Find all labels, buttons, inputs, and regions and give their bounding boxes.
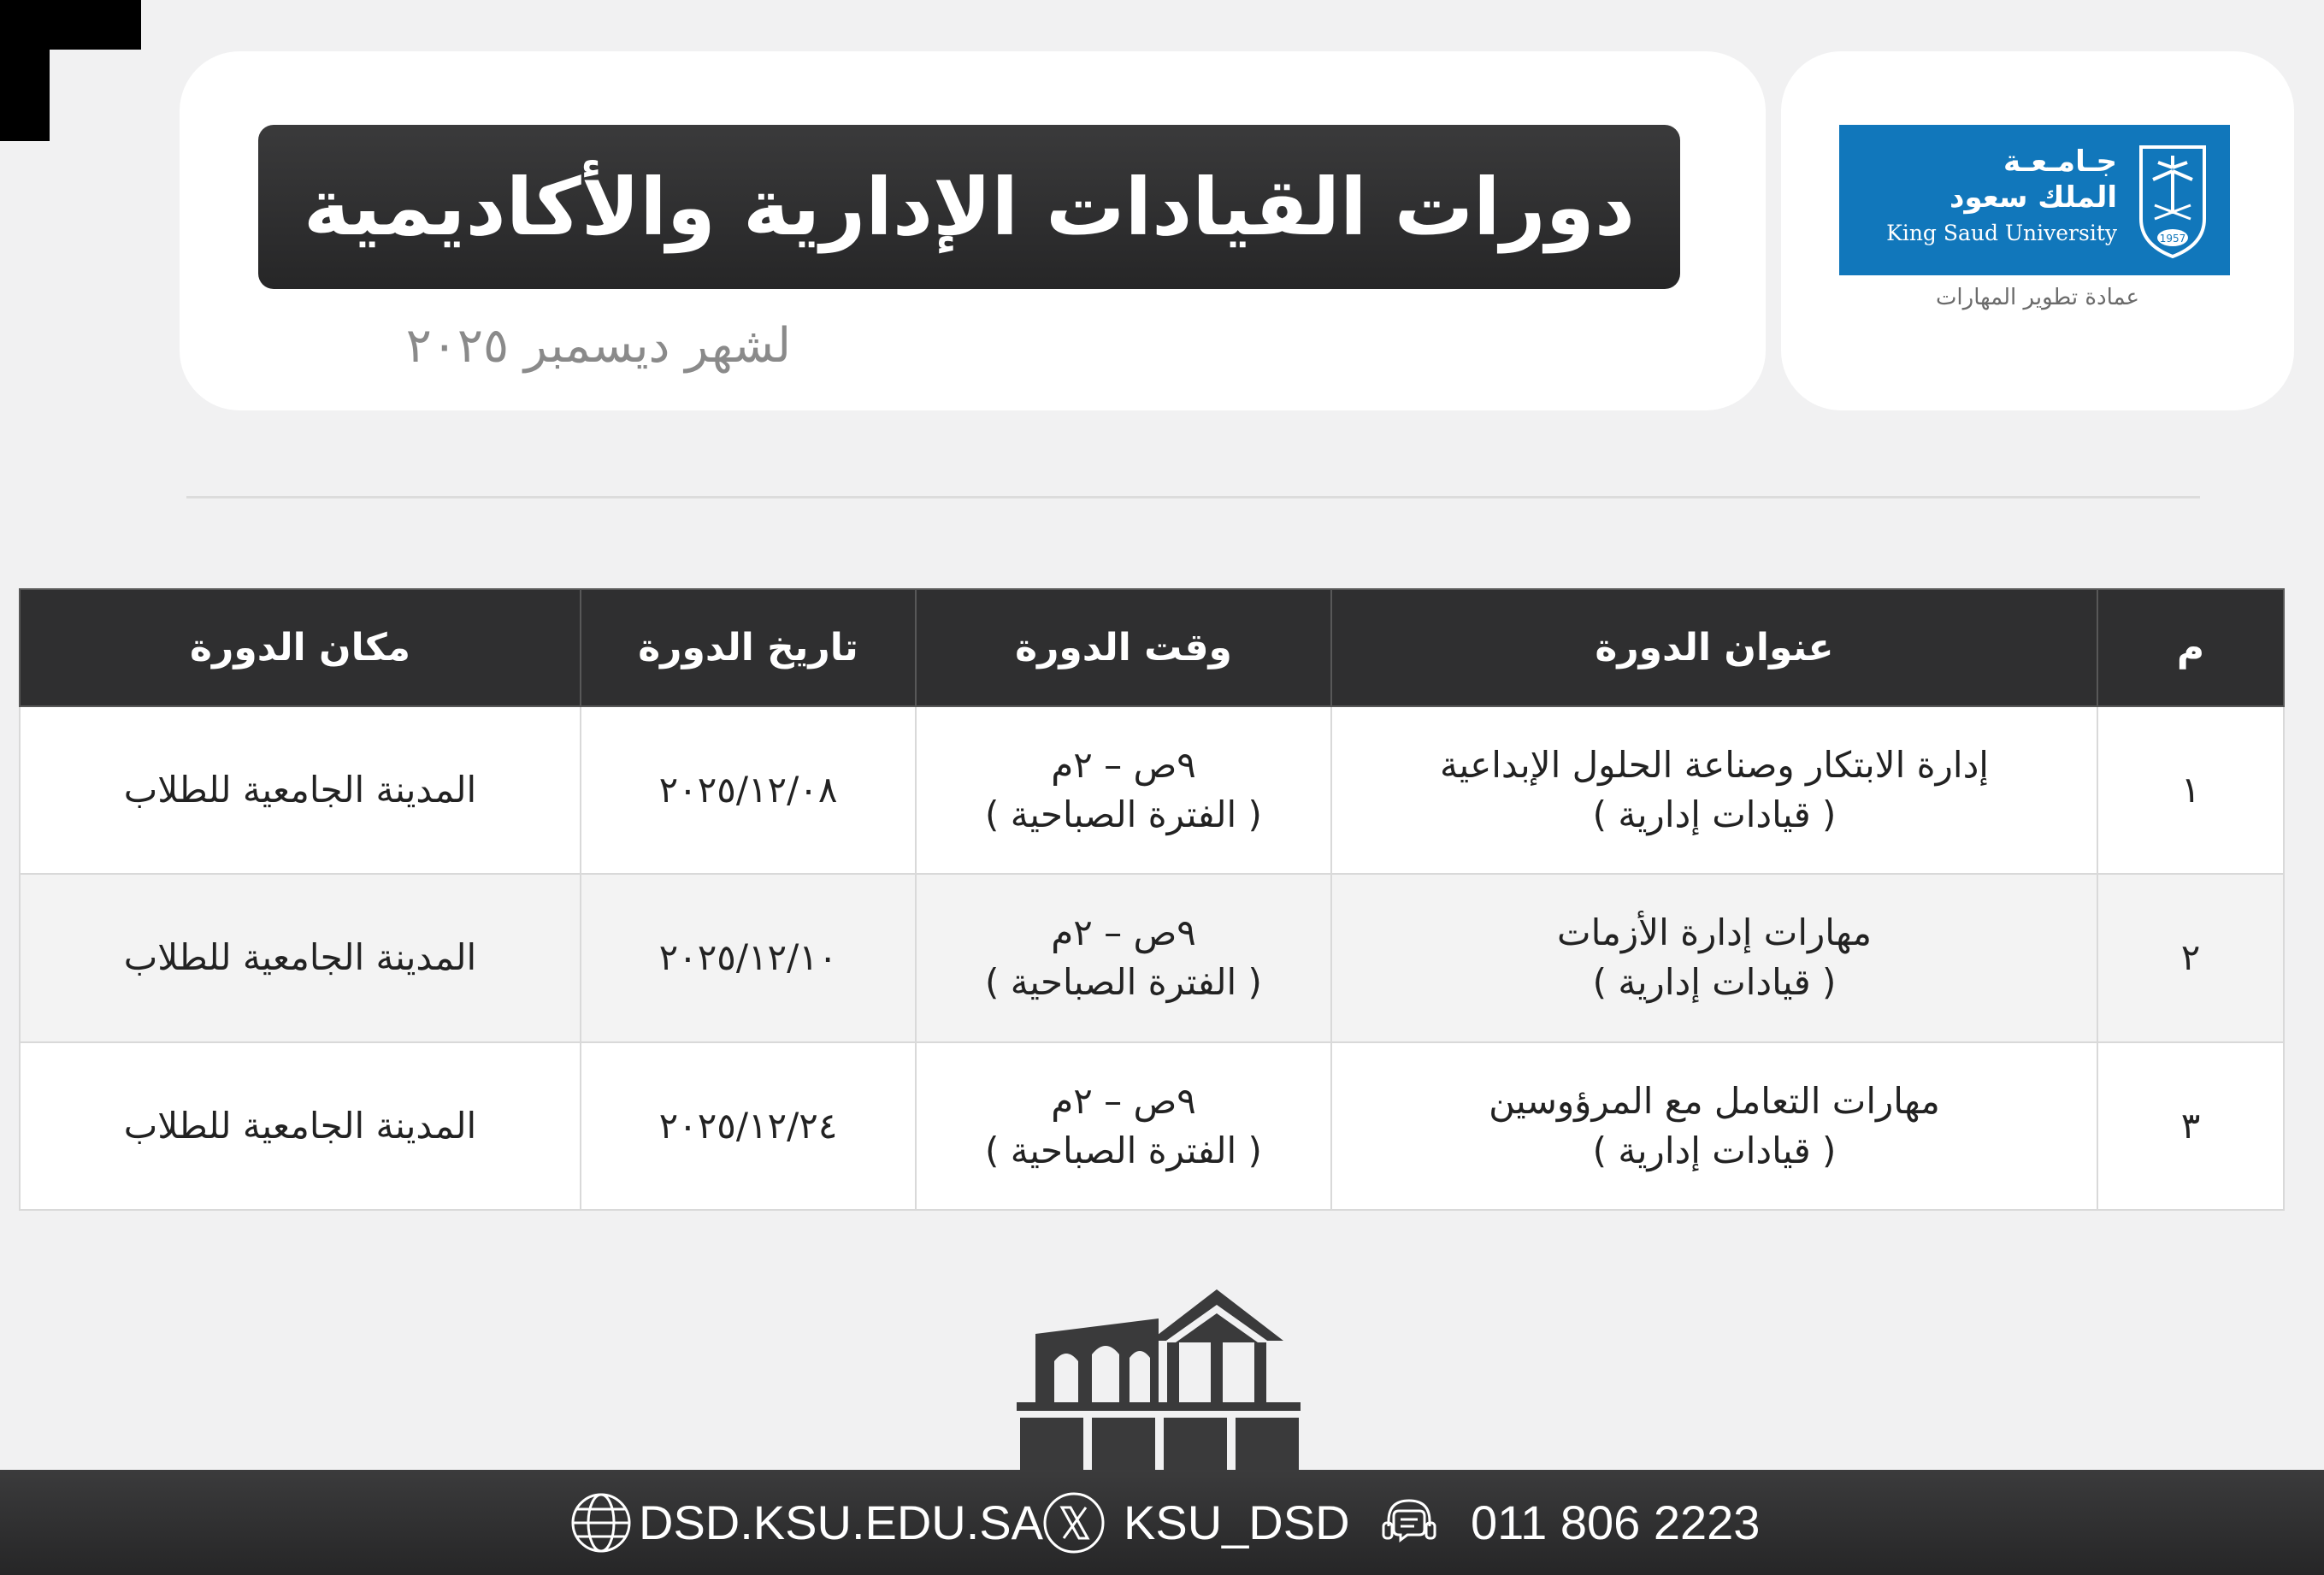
title-banner [258,125,1680,289]
course-place: المدينة الجامعية للطلاب [20,1042,581,1210]
phone-number: 011 806 2223 [1471,1495,1761,1549]
corner-decoration [0,0,141,141]
course-category: ( قيادات إدارية ) [1592,961,1837,1004]
row-number: ١ [2097,706,2284,874]
logo-card [1781,51,2294,410]
course-title-cell [1331,706,2097,874]
headset-icon [1377,1490,1442,1555]
svg-text:1957: 1957 [2159,233,2186,245]
page-title: دورات القيادات الإدارية والأكاديمية [303,161,1636,253]
x-handle: KSU_DSD [1124,1495,1350,1549]
x-logo-icon [1041,1490,1106,1555]
header-course-title: عنوان الدورة [1331,589,2097,706]
course-place: المدينة الجامعية للطلاب [20,874,581,1041]
header-number: م [2097,589,2284,706]
logo-arabic-name: جـامـعـة الملك سعود [1949,145,2117,215]
row-number: ٢ [2097,874,2284,1041]
course-date: ٢٠٢٥/١٢/١٠ [581,874,916,1041]
course-category: ( قيادات إدارية ) [1592,793,1837,836]
website-url: DSD.KSU.EDU.SA [639,1495,1043,1549]
footer-website[interactable] [569,1470,1043,1575]
course-date: ٢٠٢٥/١٢/٠٨ [581,706,916,874]
course-period: ( الفترة الصباحية ) [985,1129,1262,1171]
course-time: ٩ص – ٢م [1051,1079,1196,1122]
course-time: ٩ص – ٢م [1051,911,1196,954]
footer-bar [0,1470,2324,1575]
university-logo [1839,125,2230,275]
campus-building-illustration [1013,1274,1304,1471]
course-period: ( الفترة الصباحية ) [985,793,1262,836]
course-time-cell [916,1042,1331,1210]
footer-x-handle[interactable] [1041,1470,1350,1575]
header-course-time: وقت الدورة [916,589,1331,706]
course-category: ( قيادات إدارية ) [1592,1129,1837,1171]
palm-swords-emblem-icon [2134,142,2211,260]
table-row [20,706,2284,874]
logo-english-name: King Saud University [1886,221,2117,245]
footer-phone[interactable] [1377,1470,1760,1575]
course-title-cell [1331,874,2097,1041]
course-title: إدارة الابتكار وصناعة الحلول الإبداعية [1440,744,1989,787]
globe-icon [569,1490,634,1555]
course-title: مهارات إدارة الأزمات [1557,911,1872,954]
course-place: المدينة الجامعية للطلاب [20,706,581,874]
header-course-date: تاريخ الدورة [581,589,916,706]
divider [186,496,2200,498]
course-time-cell [916,706,1331,874]
course-time: ٩ص – ٢م [1051,744,1196,787]
course-time-cell [916,874,1331,1041]
courses-table [19,588,2283,1211]
table-row [20,1042,2284,1210]
table-header-row [20,589,2284,706]
header-course-place: مكان الدورة [20,589,581,706]
row-number: ٣ [2097,1042,2284,1210]
title-card [180,51,1766,410]
course-title-cell [1331,1042,2097,1210]
table-row [20,874,2284,1041]
page-subtitle: لشهر ديسمبر ٢٠٢٥ [405,318,791,374]
course-date: ٢٠٢٥/١٢/٢٤ [581,1042,916,1210]
course-period: ( الفترة الصباحية ) [985,961,1262,1004]
course-title: مهارات التعامل مع المرؤوسين [1489,1079,1940,1122]
department-name: عمادة تطوير المهارات [1935,285,2140,310]
